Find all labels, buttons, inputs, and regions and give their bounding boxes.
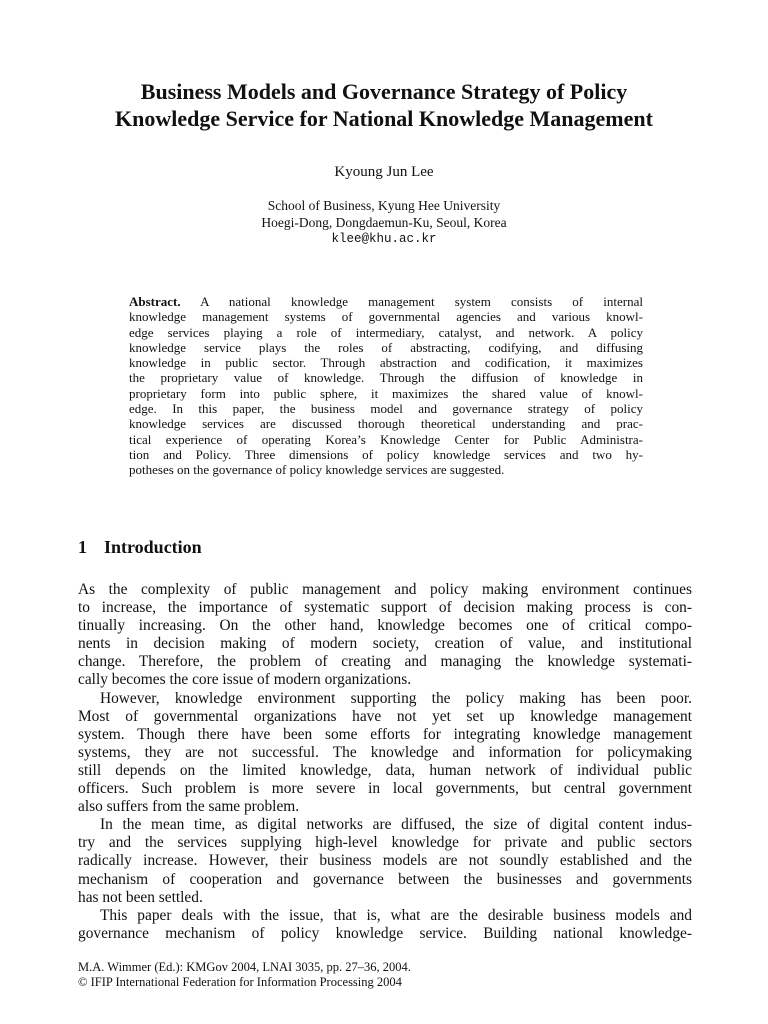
affiliation-school: School of Business, Kyung Hee University xyxy=(267,198,501,213)
abstract-line: edge. In this paper, the business model and governance strategy of policy xyxy=(129,401,643,417)
body-line: nents in decision making of modern society, creation of value, and institutional xyxy=(78,635,692,653)
body-line: has not been settled. xyxy=(78,888,203,906)
body-line: try and the services supplying high-level knowledge for private and public sectors xyxy=(78,834,692,852)
abstract-line: knowledge in public sector. Through abstraction and codification, it maximizes xyxy=(129,355,643,371)
abstract-line: potheses on the governance of policy knowledge services are suggested. xyxy=(129,462,505,478)
body-line: to increase, the importance of systematic support of decision making process is con- xyxy=(78,599,692,617)
body-line: mechanism of cooperation and governance between the businesses and governments xyxy=(78,870,692,888)
abstract-line: knowledge service plays the roles of abstracting, codifying, and diffusing xyxy=(129,339,643,355)
body-line: tinually increasing. On the other hand, knowledge becomes one of critical compo- xyxy=(78,617,692,635)
body-line: However, knowledge environment supporting the policy making has been poor. xyxy=(100,689,692,707)
author-name: Kyoung Jun Lee xyxy=(334,164,434,180)
section-number: 1 xyxy=(78,537,87,557)
abstract-line xyxy=(129,294,643,309)
abstract-line: the proprietary value of knowledge. Through the diffusion of knowledge in xyxy=(129,370,643,386)
title-line: Business Models and Governance Strategy of Policy xyxy=(140,79,628,104)
abstract-line: proprietary form into public sphere, it maximizes the shared value of knowl- xyxy=(129,385,643,401)
abstract-label: Abstract. xyxy=(129,294,181,309)
page-footer xyxy=(78,960,411,990)
body-line: still depends on the limited knowledge, data, human network of individual public xyxy=(78,761,692,779)
body-line: cally becomes the core issue of modern organizations. xyxy=(78,671,412,689)
abstract-line: edge services playing a role of intermediary, catalyst, and network. A policy xyxy=(129,324,643,340)
section-title: Introduction xyxy=(104,537,202,557)
body-line: change. Therefore, the problem of creating and managing the knowledge systemati- xyxy=(78,653,692,671)
abstract-line: knowledge services are discussed thorough theoretical understanding and prac- xyxy=(129,416,643,432)
body-line: In the mean time, as digital networks are diffused, the size of digital content indus- xyxy=(100,816,692,834)
body-line: also suffers from the same problem. xyxy=(78,798,300,816)
paper-title xyxy=(40,78,728,132)
body-line: This paper deals with the issue, that is, what are the desirable business models and xyxy=(100,906,692,924)
body-line: officers. Such problem is more severe in local governments, but central government xyxy=(78,780,692,798)
body-line: radically increase. However, their business models are not soundly established and the xyxy=(78,852,692,870)
title-line: Knowledge Service for National Knowledge Management xyxy=(115,106,653,131)
affiliation xyxy=(0,198,768,248)
citation-line: M.A. Wimmer (Ed.): KMGov 2004, LNAI 3035, pp. 27–36, 2004. xyxy=(78,960,411,974)
affiliation-address: Hoegi-Dong, Dongdaemun-Ku, Seoul, Korea xyxy=(261,214,507,230)
abstract xyxy=(129,294,643,478)
body-line: As the complexity of public management and policy making environment continues xyxy=(78,581,692,598)
body-line: system. Though there have been some efforts for integrating knowledge management xyxy=(78,725,692,743)
body-text xyxy=(78,581,692,943)
abstract-line-text: A national knowledge management system consists of internal xyxy=(180,294,643,309)
body-line: systems, they are not successful. The knowledge and information for policymaking xyxy=(78,743,692,761)
abstract-line: knowledge management systems of governmental agencies and various knowl- xyxy=(129,309,643,325)
author-email: klee@khu.ac.kr xyxy=(331,232,437,246)
body-line: governance mechanism of policy knowledge service. Building national knowledge- xyxy=(78,924,692,942)
abstract-line: tion and Policy. Three dimensions of policy knowledge services and two hy- xyxy=(129,446,643,462)
body-line: Most of governmental organizations have not yet set up knowledge management xyxy=(78,707,692,725)
abstract-line: tical experience of operating Korea’s Knowledge Center for Public Administra- xyxy=(129,431,643,447)
copyright-line: © IFIP International Federation for Information Processing 2004 xyxy=(78,975,402,989)
section-heading xyxy=(78,536,202,558)
